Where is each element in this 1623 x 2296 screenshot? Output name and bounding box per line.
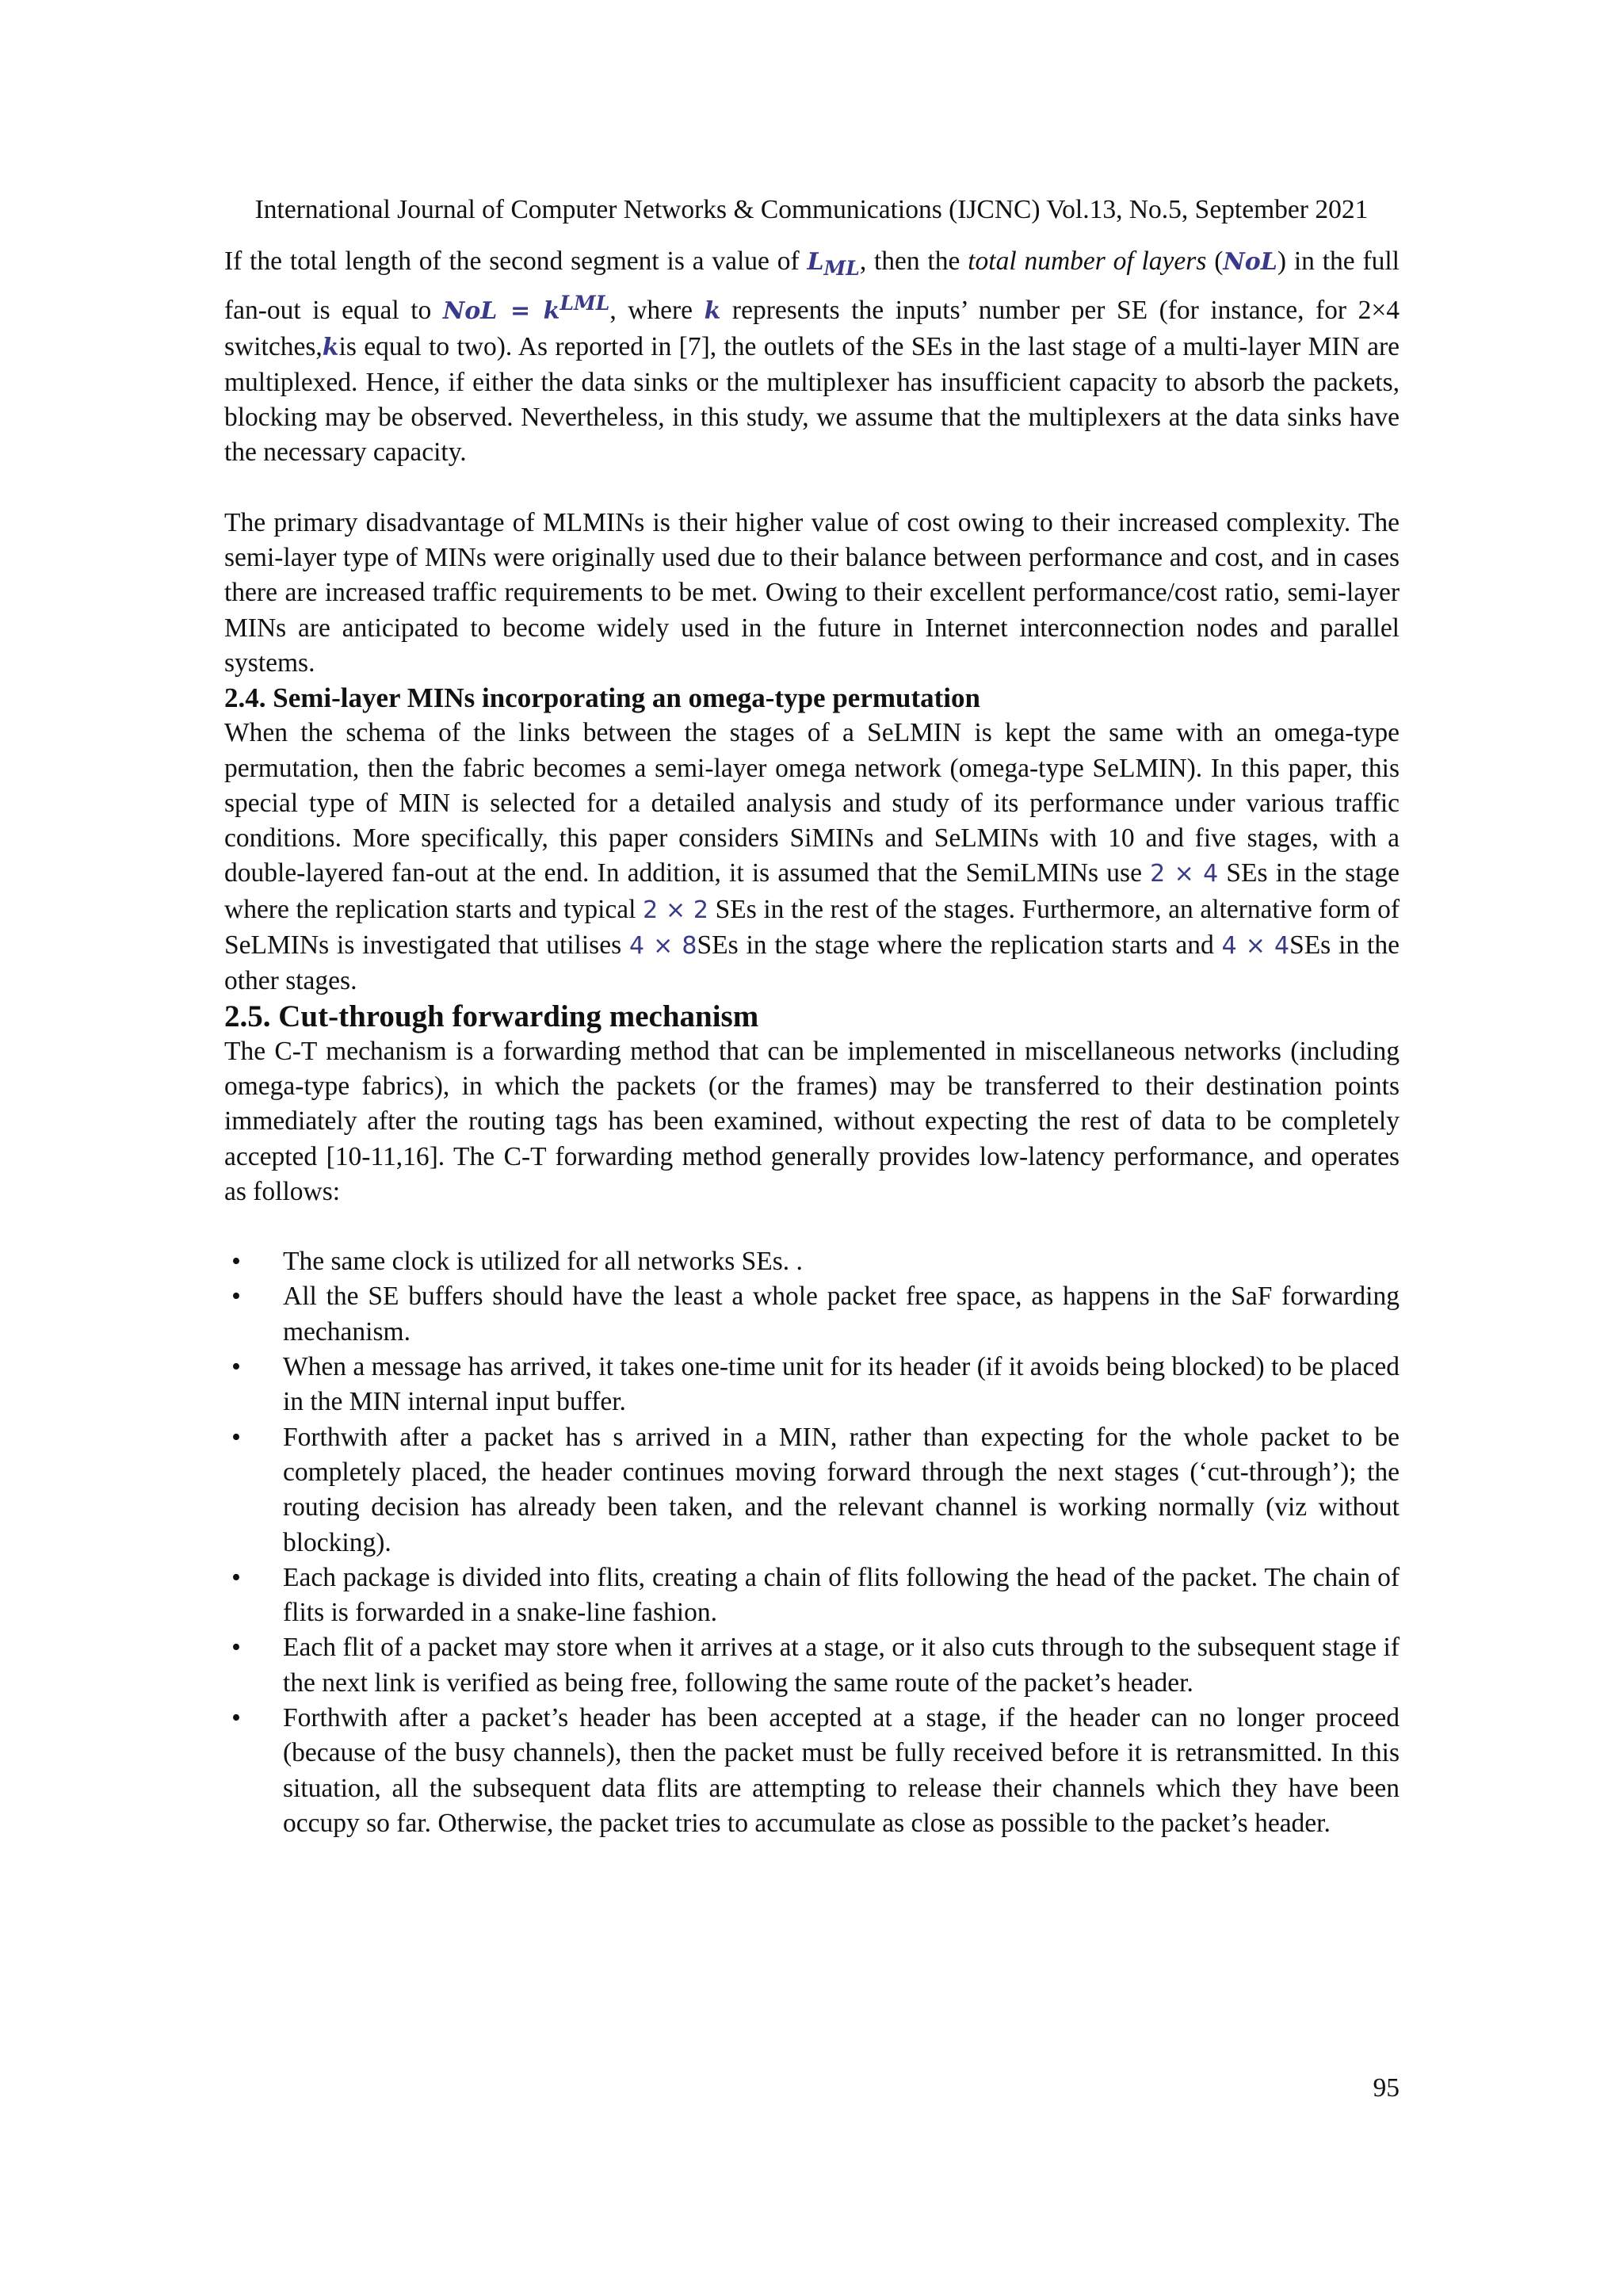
- ct-steps-list: [224, 1244, 1400, 1841]
- term-total-number-of-layers: total number of layers: [968, 246, 1207, 276]
- list-item: • Each package is divided into flits, creating a chain of flits following the head of the packet. The chain of flits is forwarded in a snake-line fashion.: [224, 1561, 1400, 1631]
- bullet-icon: •: [231, 1562, 241, 1592]
- math-nol-formula: NoL = $k^{LML}$: [442, 292, 610, 326]
- list-item: • Forthwith after a packet’s header has been accepted at a stage, if the header can no longer proceed (because of the busy channels), then the packet must be fully received before it is retransmitted. In this situation, all the subsequent data flits are attempting to release their channels which they have been occupy so far. Otherwise, the packet tries to accumulate as close as possible to the packet’s header.: [224, 1701, 1400, 1841]
- bullet-icon: •: [231, 1352, 241, 1382]
- section-2-4-heading: 2.4. Semi-layer MINs incorporating an omega-type permutation: [224, 682, 980, 714]
- paragraph-mlmin-disadvantage: The primary disadvantage of MLMINs is their higher value of cost owing to their increased complexity. The semi-layer type of MINs were originally used due to their balance between performance and cost, and in cases there are increased traffic requirements to be met. Owing to their excellent performance/cost ratio, semi-layer MINs are anticipated to become widely used in the future in Internet interconnection nodes and parallel systems.: [224, 507, 1400, 678]
- list-item: • All the SE buffers should have the least a whole packet free space, as happens in the SaF forwarding mechanism.: [224, 1279, 1400, 1350]
- bullet-icon: •: [231, 1702, 241, 1733]
- bullet-icon: •: [231, 1422, 241, 1452]
- list-item: • The same clock is utilized for all networks SEs. .: [224, 1244, 1400, 1279]
- list-item: • When a message has arrived, it takes one-time unit for its header (if it avoids being blocked) to be placed in the MIN internal input buffer.: [224, 1350, 1400, 1420]
- list-item: • Forthwith after a packet has s arrived in a MIN, rather than expecting for the whole packet to be completely placed, the header continues moving forward through the next stages (‘cut-through’); the routing decision has already been taken, and the relevant channel is working normally (viz without blocking).: [224, 1420, 1400, 1561]
- math-2x2: 2 × 2: [643, 896, 708, 924]
- math-lml: $L_{ML}$: [807, 248, 860, 280]
- math-2x4: 2 × 4: [1150, 860, 1219, 888]
- bullet-icon: •: [231, 1282, 241, 1312]
- page-number: 95: [1373, 2073, 1400, 2103]
- bullet-icon: •: [231, 1247, 241, 1277]
- paragraph-total-layers: If the total length of the second segment is a value of $L_{ML}$, then the total number of layers (NoL) in the full fan-out is equal to NoL = $k^{LML}$, where k represents the inputs’ number per SE (for instance, for 2×4 switches,kis equal to two). As reported in [7], the outlets of the SEs in the last stage of a multi-layer MIN are multiplexed. Hence, if either the data sinks or the multiplexer has insufficient capacity to absorb the packets, blocking may be observed. Nevertheless, in this study, we assume that the multiplexers at the data sinks have the necessary capacity.: [224, 246, 1400, 468]
- math-4x4: 4 × 4: [1221, 932, 1290, 961]
- section-2-5-heading: 2.5. Cut-through forwarding mechanism: [224, 999, 759, 1033]
- list-item: • Each flit of a packet may store when it arrives at a stage, or it also cuts through to the subsequent stage if the next link is verified as being free, following the same route of the packet’s header.: [224, 1630, 1400, 1701]
- bullet-icon: •: [231, 1633, 241, 1663]
- journal-header: International Journal of Computer Networks & Communications (IJCNC) Vol.13, No.5, September 2021: [254, 195, 1369, 224]
- math-4x8: 4 × 8: [629, 932, 697, 961]
- math-k: k: [704, 297, 721, 326]
- math-k-2: k: [322, 333, 339, 361]
- page-content: [224, 244, 1400, 1841]
- paragraph-omega-selmin: When the schema of the links between the stages of a SeLMIN is kept the same with an omega-type permutation, then the fabric becomes a semi-layer omega network (omega-type SeLMIN). In this paper, this special type of MIN is selected for a detailed analysis and study of its performance under various traffic conditions. More specifically, this paper considers SiMINs and SeLMINs with 10 and five stages, with a double-layered fan-out at the end. In addition, it is assumed that the SemiLMINs use 2 × 4 SEs in the stage where the replication starts and typical 2 × 2 SEs in the rest of the stages. Furthermore, an alternative form of SeLMINs is investigated that utilises 4 × 8SEs in the stage where the replication starts and 4 × 4SEs in the other stages.: [224, 718, 1400, 996]
- math-nol: NoL: [1223, 248, 1277, 276]
- paragraph-ct-intro: The C-T mechanism is a forwarding method that can be implemented in miscellaneous networks (including omega-type fabrics), in which the packets (or the frames) may be transferred to their destination points immediately after the routing tags has been examined, without expecting the rest of data to be completely accepted [10-11,16]. The C-T forwarding method generally provides low-latency performance, and operates as follows:: [224, 1036, 1400, 1206]
